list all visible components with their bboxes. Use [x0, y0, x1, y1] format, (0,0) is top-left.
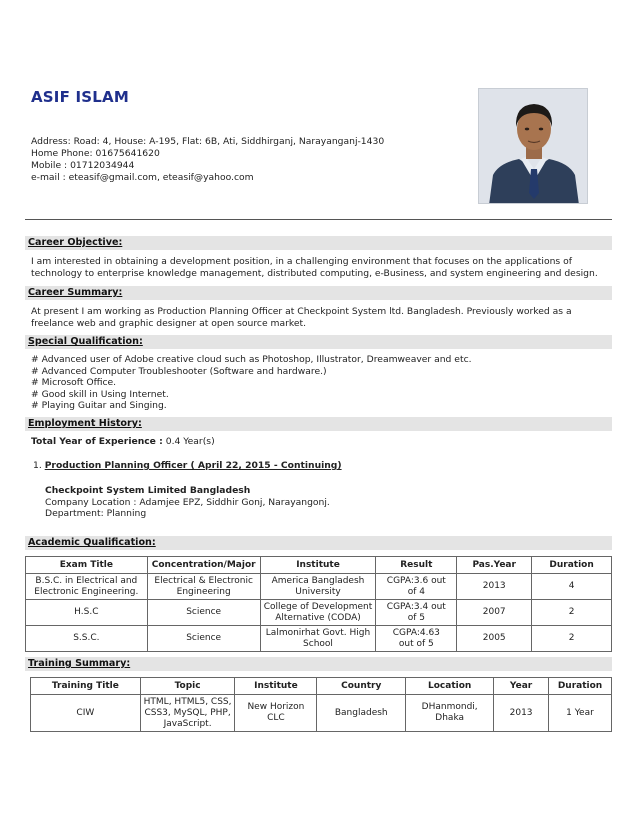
table-cell: 2013 [457, 574, 532, 600]
section-title: Career Objective: [28, 237, 123, 248]
table-cell: Science [147, 600, 260, 626]
profile-photo-image [479, 89, 588, 204]
career-objective-text: I am interested in obtaining a development position, in a challenging environment that focuses on the applications of technology to enterprise knowledge management, distributed computing, e-Business, and system engineering and design. [31, 256, 598, 279]
column-header: Training Title [31, 678, 141, 695]
column-header: Institute [260, 557, 376, 574]
candidate-name: ASIF ISLAM [31, 88, 129, 106]
home-phone: Home Phone: 01675641620 [31, 148, 160, 159]
experience-total [31, 436, 611, 448]
table-row [26, 600, 612, 626]
company-location: Company Location : Adamjee EPZ, Siddhir Gonj, Narayangonj. [45, 496, 330, 508]
table-row [31, 695, 612, 732]
address: Address: Road: 4, House: A-195, Flat: 6B, Ati, Siddhirganj, Narayanganj-1430 [31, 136, 385, 147]
section-title: Training Summary: [28, 658, 131, 669]
experience-total-value: 0.4 Year(s) [165, 436, 215, 447]
table-cell: 4 [532, 574, 612, 600]
training-table [30, 677, 612, 732]
section-header-training-summary [25, 657, 612, 671]
section-title: Academic Qualification: [28, 537, 156, 548]
list-item: # Microsoft Office. [31, 377, 117, 388]
table-cell: Electrical & Electronic Engineering [147, 574, 260, 600]
column-header: Result [376, 557, 457, 574]
table-cell: 2007 [457, 600, 532, 626]
column-header: Duration [549, 678, 612, 695]
section-header-special-qualification [25, 335, 612, 349]
column-header: Exam Title [26, 557, 148, 574]
column-header: Year [494, 678, 549, 695]
column-header: Duration [532, 557, 612, 574]
department: Department: Planning [45, 508, 147, 519]
section-title: Employment History: [28, 418, 142, 429]
profile-photo [478, 88, 588, 204]
column-header: Concentration/Major [147, 557, 260, 574]
list-item: # Good skill in Using Internet. [31, 388, 169, 400]
list-item: # Playing Guitar and Singing. [31, 400, 167, 411]
column-header: Topic [140, 678, 235, 695]
table-cell: 2 [532, 600, 612, 626]
column-header: Location [406, 678, 494, 695]
table-cell: 1 Year [549, 695, 612, 732]
column-header: Pas.Year [457, 557, 532, 574]
table-cell: CGPA:3.6 out of 4 [376, 574, 457, 600]
table-cell: Lalmonirhat Govt. High School [260, 626, 376, 652]
job-title: Production Planning Officer ( April 22, 2015 - Continuing) [44, 460, 342, 471]
special-qualification-list [31, 354, 611, 412]
table-header-row [26, 557, 612, 574]
job-details [45, 485, 625, 520]
job-number: 1. [33, 460, 42, 471]
table-cell: Bangladesh [317, 695, 406, 732]
column-header: Institute [235, 678, 317, 695]
table-cell: B.S.C. in Electrical and Electronic Engineering. [26, 574, 148, 600]
section-title: Special Qualification: [28, 336, 143, 347]
contact-block [31, 136, 384, 184]
section-title: Career Summary: [28, 287, 123, 298]
table-cell: Science [147, 626, 260, 652]
section-header-career-objective [25, 236, 612, 250]
job-entry [33, 460, 613, 472]
email: e-mail : eteasif@gmail.com, eteasif@yahoo.com [31, 172, 254, 183]
table-cell: H.S.C [26, 600, 148, 626]
table-cell: New Horizon CLC [235, 695, 317, 732]
section-header-employment-history [25, 417, 612, 431]
table-row [26, 574, 612, 600]
list-item: # Advanced user of Adobe creative cloud such as Photoshop, Illustrator, Dreamweaver and etc. [31, 354, 472, 365]
table-cell: CGPA:3.4 out of 5 [376, 600, 457, 626]
table-cell: CIW [31, 695, 141, 732]
table-cell: College of Development Alternative (CODA) [260, 600, 376, 626]
section-header-academic-qualification [25, 536, 612, 550]
table-cell: DHanmondi, Dhaka [406, 695, 494, 732]
table-cell: CGPA:4.63 out of 5 [376, 626, 457, 652]
table-cell: 2005 [457, 626, 532, 652]
career-summary-text: At present I am working as Production Planning Officer at Checkpoint System ltd. Bangladesh. Previously worked as a freelance web and graphic designer at open source market. [31, 306, 572, 329]
table-cell: S.S.C. [26, 626, 148, 652]
header-divider [25, 219, 612, 220]
academic-table [25, 556, 612, 652]
experience-total-label: Total Year of Experience : [31, 436, 163, 447]
table-cell: America Bangladesh University [260, 574, 376, 600]
column-header: Country [317, 678, 406, 695]
mobile-phone: Mobile : 01712034944 [31, 160, 135, 171]
section-header-career-summary [25, 286, 612, 300]
table-cell: 2013 [494, 695, 549, 732]
company-name: Checkpoint System Limited Bangladesh [45, 485, 251, 496]
list-item: # Advanced Computer Troubleshooter (Software and hardware.) [31, 365, 327, 377]
table-row [26, 626, 612, 652]
table-cell: HTML, HTML5, CSS, CSS3, MySQL, PHP, JavaScript. [140, 695, 235, 732]
table-header-row [31, 678, 612, 695]
table-cell: 2 [532, 626, 612, 652]
